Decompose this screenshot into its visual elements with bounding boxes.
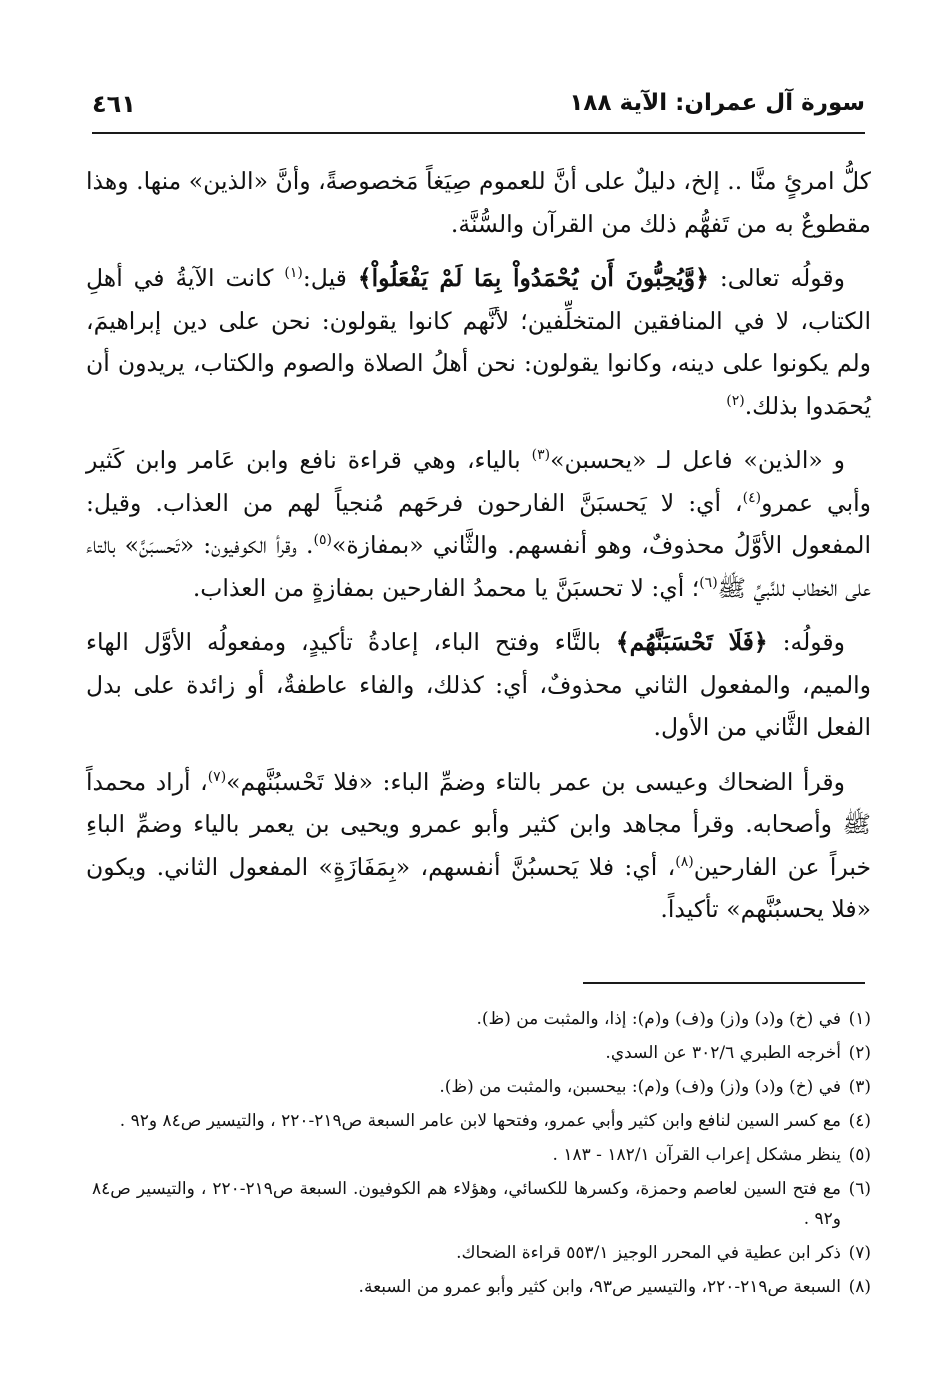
paragraph-5 — [86, 761, 871, 931]
p3-d: . وقرأ الكوفيون: «تَحسبَنَّ» بالتاء على الخطاب للنَّبيِّ ﷺ — [86, 531, 871, 602]
footnote-text: أخرجه الطبري ٣٠٢/٦ عن السدي. — [605, 1043, 841, 1063]
footnote-number: (٢) — [848, 1043, 871, 1063]
page-header — [92, 86, 865, 134]
footnote-ref-3[interactable]: (٣) — [531, 447, 551, 464]
footnote-ref-4[interactable]: (٤) — [742, 489, 762, 506]
footnote-text: ينظر مشكل إعراب القرآن ١٨٢/١ - ١٨٣ . — [552, 1145, 841, 1165]
footnote-item — [92, 1140, 871, 1170]
footnote-ref-6[interactable]: (٦) — [699, 574, 718, 591]
footnote-text: مع فتح السين لعاصم وحمزة، وكسرها للكسائي، وهؤلاء هم الكوفيون. السبعة ص٢١٩-٢٢٠ ، والتيسير ص٨٤ و٩٢ . — [92, 1179, 841, 1229]
footnote-number: (٣) — [848, 1077, 871, 1097]
p3-b: بالياء، وهي قراءة نافع وابن عَامر وابن كَثير وأبي عمرو — [86, 446, 871, 517]
footnote-ref-1[interactable]: (١) — [284, 265, 303, 282]
p3-a: و «الذين» فاعل لـ «يحسبن» — [550, 446, 846, 474]
paragraph-1 — [86, 160, 871, 245]
quran-verse-1: ﴿وَّيُحِبُّونَ أَن يُحْمَدُواْ بِمَا لَمْ يَفْعَلُواْ﴾ — [357, 264, 709, 292]
footnote-text: مع كسر السين لنافع وابن كثير وأبي عمرو، وفتحها لابن عامر السبعة ص٢١٩-٢٢٠ ، والتيسير ص٨٤ و٩٢ . — [119, 1111, 841, 1131]
footnote-item — [92, 1238, 871, 1268]
running-title: سورة آل عمران: الآية ١٨٨ — [569, 90, 865, 116]
p4-intro: وقولُه: — [767, 628, 846, 656]
footnote-text: ذكر ابن عطية في المحرر الوجيز ٥٥٣/١ قراءة الضحاك. — [456, 1243, 841, 1263]
footnote-number: (٧) — [848, 1243, 871, 1263]
footnote-number: (٨) — [848, 1277, 871, 1297]
p5-b: ، أراد محمداً ﷺ وأصحابه. وقرأ مجاهد وابن كثير وأبو عمرو ويحيى بن يعمر بالياء وضمِّ الباءِ خبراً عن الفارحين — [86, 767, 872, 881]
page-number: ٤٦١ — [92, 90, 136, 118]
footnote-ref-8[interactable]: (٨) — [675, 853, 694, 870]
quran-verse-2: ﴿فَلَا تَحْسَبَنَّهُم﴾ — [615, 628, 768, 656]
p5-c: ، أي: فلا يَحسبُنَّ أنفسهم، «بِمَفَازَةٍ» المفعول الثاني. ويكون «فلا يحسبُنَّهم» تأكيداً. — [86, 852, 871, 923]
footnote-ref-7[interactable]: (٧) — [207, 768, 227, 785]
paragraph-1-text: كلُّ امرئٍ منَّا .. إلخ، دليلٌ على أنَّ للعموم صِيَغاً مَخصوصةً، وأنَّ «الذين» منها. وهذا مقطوعٌ به من تَفهُّم ذلك من القرآن والسُّنَّة. — [86, 167, 871, 238]
p2-qil: قيل: — [302, 264, 358, 292]
footnote-item — [92, 1174, 871, 1234]
footnote-number: (١) — [848, 1009, 871, 1029]
footnote-text: السبعة ص٢١٩-٢٢٠، والتيسير ص٩٣، وابن كثير وأبو عمرو من السبعة. — [358, 1277, 841, 1297]
footnotes — [92, 1004, 871, 1306]
main-text — [86, 160, 871, 943]
footnote-item — [92, 1106, 871, 1136]
footnote-item — [92, 1038, 871, 1068]
footnote-separator — [583, 982, 865, 984]
footnote-ref-5[interactable]: (٥) — [313, 532, 332, 549]
paragraph-4 — [86, 621, 871, 749]
p2-intro: وقولُه تعالى: — [708, 264, 846, 292]
footnote-text: في (خ) و(د) و(ز) و(ف) و(م): إذا، والمثبت من (ظ). — [476, 1009, 841, 1029]
footnote-item — [92, 1272, 871, 1302]
paragraph-3 — [86, 439, 871, 609]
p3-c: ، أي: لا يَحسبَنَّ الفارحون فرحَهم مُنجياً لهم من العذاب. وقيل: المفعول الأوَّلُ محذوفٌ، وهو أنفسهم. والثَّاني «بمفازة» — [86, 488, 871, 559]
paragraph-2 — [86, 257, 871, 427]
footnote-text: في (خ) و(د) و(ز) و(ف) و(م): بيحسبن، والمثبت من (ظ). — [439, 1077, 841, 1097]
p2-body: كانت الآيةُ في أهلِ الكتاب، لا في المنافقين المتخلِّفين؛ لأنَّهم كانوا يقولون: نحن على دين إبراهيمَ، ولم يكونوا على دينه، وكانوا يقولون: نحن أهلُ الصلاة والصوم والكتاب، يريدون أن يُحمَدوا بذلك. — [86, 264, 871, 420]
footnote-item — [92, 1004, 871, 1034]
footnote-number: (٥) — [848, 1145, 871, 1165]
p3-e: ؛ أي: لا تحسبَنَّ يا محمدُ الفارحين بمفازةٍ من العذاب. — [192, 573, 700, 602]
p4-body: بالتَّاء وفتح الباء، إعادةُ تأكيدٍ، ومفعولُه الأوَّل الهاء والميم، والمفعول الثاني محذوفٌ، أي: كذلك، والفاء عاطفةٌ، أو زائدة على بدل الفعل الثَّاني من الأول. — [86, 628, 871, 741]
footnote-number: (٤) — [848, 1111, 871, 1131]
footnote-ref-2[interactable]: (٢) — [726, 392, 745, 409]
footnote-number: (٦) — [848, 1179, 871, 1199]
p5-a: وقرأ الضحاك وعيسى بن عمر بالتاء وضمِّ الباء: «فلا تَحْسبُنَّهم» — [226, 767, 845, 796]
footnote-item — [92, 1072, 871, 1102]
